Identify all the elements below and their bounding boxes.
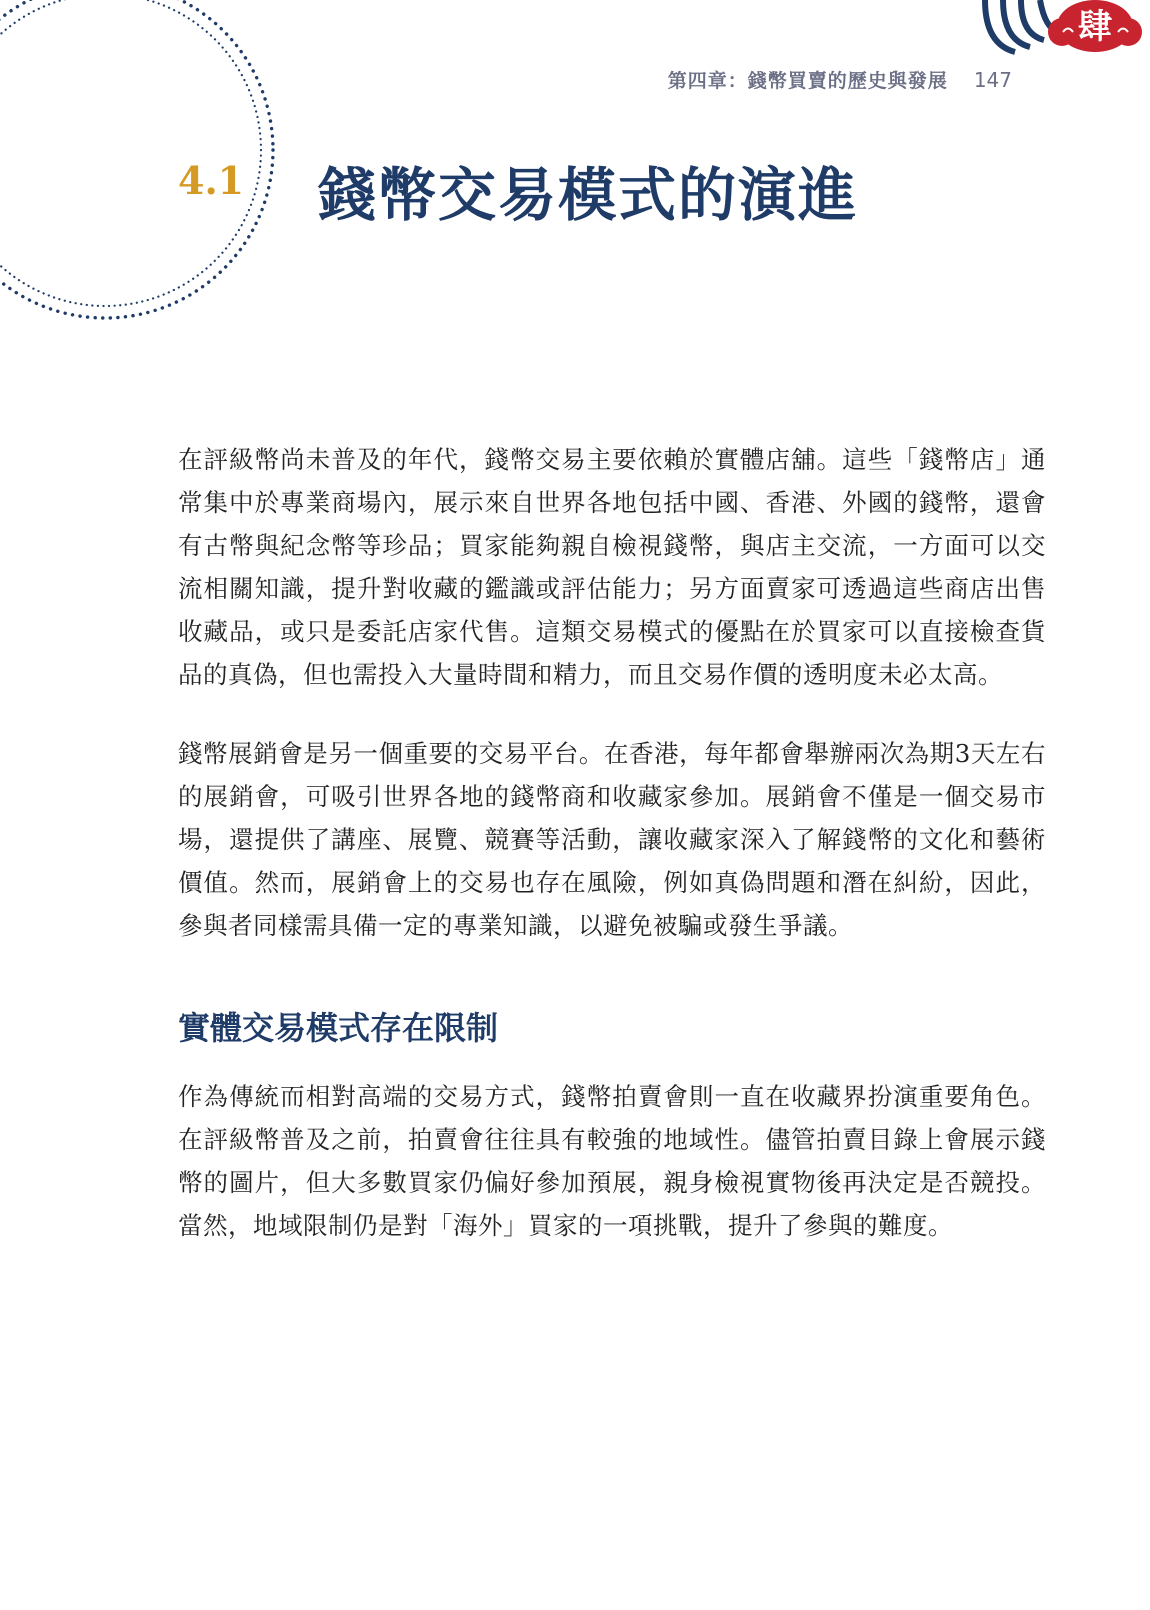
logo-glyph: 肆 bbox=[1078, 7, 1112, 47]
running-header bbox=[668, 66, 1012, 93]
section-title: 錢幣交易模式的演進 bbox=[318, 161, 859, 229]
paragraph-1: 在評級幣尚未普及的年代，錢幣交易主要依賴於實體店舖。這些「錢幣店」通常集中於專業商場內，展示來自世界各地包括中國、香港、外國的錢幣，還會有古幣與紀念幣等珍品；買家能夠親自檢視錢幣，與店主交流，一方面可以交流相關知識，提升對收藏的鑑識或評估能力；另方面賣家可透過這些商店出售收藏品，或只是委託店家代售。這類交易模式的優點在於買家可以直接檢查貨品的真偽，但也需投入大量時間和精力，而且交易作價的透明度未必太高。 bbox=[178, 445, 1046, 689]
paragraph-2: 錢幣展銷會是另一個重要的交易平台。在香港，每年都會舉辦兩次為期3天左右的展銷會，可吸引世界各地的錢幣商和收藏家參加。展銷會不僅是一個交易市場，還提供了講座、展覽、競賽等活動，讓收藏家深入了解錢幣的文化和藝術價值。然而，展銷會上的交易也存在風險，例如真偽問題和潛在糾紛，因此，參與者同樣需具備一定的專業知識，以避免被騙或發生爭議。 bbox=[178, 739, 1046, 940]
paragraph-3: 作為傳統而相對高端的交易方式，錢幣拍賣會則一直在收藏界扮演重要角色。在評級幣普及之前，拍賣會往往具有較強的地域性。儘管拍賣目錄上會展示錢幣的圖片，但大多數買家仍偏好參加預展，親身檢視實物後再決定是否競投。當然，地域限制仍是對「海外」買家的一項挑戰，提升了參與的難度。 bbox=[178, 1082, 1046, 1240]
body-content bbox=[178, 438, 1046, 1283]
section-number: 4.1 bbox=[178, 158, 245, 203]
chapter-title: 第四章：錢幣買賣的歷史與發展 bbox=[667, 70, 948, 92]
brand-logo-icon bbox=[985, 0, 1142, 52]
subsection-heading: 實體交易模式存在限制 bbox=[178, 1009, 499, 1047]
page-number: 147 bbox=[973, 68, 1012, 92]
